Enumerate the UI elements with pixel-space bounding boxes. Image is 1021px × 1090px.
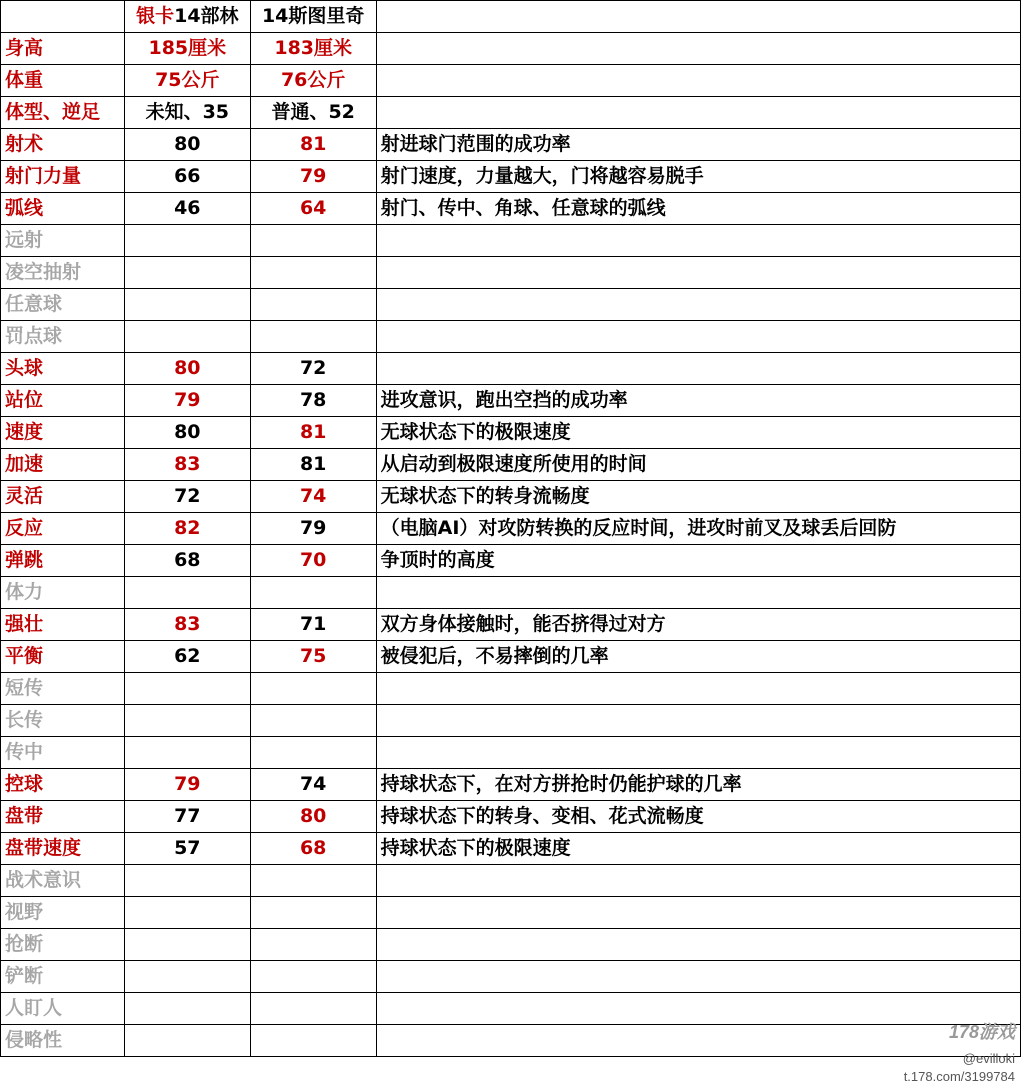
- player1-value: [124, 289, 250, 321]
- player2-value: [250, 929, 376, 961]
- player1-value: 46: [124, 193, 250, 225]
- attribute-label: 站位: [1, 385, 125, 417]
- attribute-row: [1, 513, 1021, 545]
- player1-value: 未知、35: [124, 97, 250, 129]
- attribute-row: [1, 769, 1021, 801]
- player1-value: [124, 737, 250, 769]
- player2-value: 72: [250, 353, 376, 385]
- attribute-description: [376, 97, 1020, 129]
- player1-value: 68: [124, 545, 250, 577]
- player1-value: [124, 897, 250, 929]
- attribute-label: 凌空抽射: [1, 257, 125, 289]
- attribute-label: 体型、逆足: [1, 97, 125, 129]
- attribute-description: [376, 929, 1020, 961]
- player2-value: 70: [250, 545, 376, 577]
- player1-value: [124, 961, 250, 993]
- player1-value: 79: [124, 385, 250, 417]
- player2-value: 80: [250, 801, 376, 833]
- player1-value: 82: [124, 513, 250, 545]
- player2-value: 81: [250, 449, 376, 481]
- attribute-label: 射门力量: [1, 161, 125, 193]
- watermark-user: @evilloki: [962, 1051, 1015, 1066]
- player2-value: 74: [250, 769, 376, 801]
- player2-value: [250, 257, 376, 289]
- attribute-label: 盘带: [1, 801, 125, 833]
- attribute-label: 弧线: [1, 193, 125, 225]
- attribute-label: 传中: [1, 737, 125, 769]
- player2-value: [250, 1025, 376, 1057]
- player2-value: [250, 865, 376, 897]
- attribute-row: [1, 865, 1021, 897]
- attribute-row: [1, 737, 1021, 769]
- attribute-row: [1, 545, 1021, 577]
- attribute-description: 无球状态下的转身流畅度: [376, 481, 1020, 513]
- player1-value: 79: [124, 769, 250, 801]
- player2-value: [250, 897, 376, 929]
- attribute-description: [376, 65, 1020, 97]
- player2-value: 79: [250, 513, 376, 545]
- attribute-row: [1, 833, 1021, 865]
- attribute-label: 身高: [1, 33, 125, 65]
- player2-value: [250, 993, 376, 1025]
- attribute-row: [1, 929, 1021, 961]
- player1-value: 66: [124, 161, 250, 193]
- attribute-label: 弹跳: [1, 545, 125, 577]
- attribute-description: [376, 1025, 1020, 1057]
- attribute-row: [1, 33, 1021, 65]
- player1-value: 80: [124, 129, 250, 161]
- player2-value: 普通、52: [250, 97, 376, 129]
- player2-value: 74: [250, 481, 376, 513]
- attribute-label: 短传: [1, 673, 125, 705]
- attribute-row: [1, 1025, 1021, 1057]
- attribute-description: 无球状态下的极限速度: [376, 417, 1020, 449]
- attribute-label: 体重: [1, 65, 125, 97]
- attribute-description: 射门、传中、角球、任意球的弧线: [376, 193, 1020, 225]
- attribute-description: [376, 577, 1020, 609]
- player2-value: [250, 321, 376, 353]
- header-desc-cell: [376, 1, 1020, 33]
- attribute-row: [1, 897, 1021, 929]
- attribute-row: [1, 353, 1021, 385]
- player1-value: [124, 321, 250, 353]
- player2-value: 78: [250, 385, 376, 417]
- attribute-row: [1, 129, 1021, 161]
- player2-value: [250, 289, 376, 321]
- attribute-label: 人盯人: [1, 993, 125, 1025]
- player2-value: [250, 673, 376, 705]
- player2-value: 75: [250, 641, 376, 673]
- attribute-label: 远射: [1, 225, 125, 257]
- attribute-row: [1, 993, 1021, 1025]
- player2-value: 71: [250, 609, 376, 641]
- header-row: [1, 1, 1021, 33]
- attribute-row: [1, 225, 1021, 257]
- attribute-label: 长传: [1, 705, 125, 737]
- player1-value: [124, 257, 250, 289]
- attribute-description: [376, 257, 1020, 289]
- player2-header: 14斯图里奇: [250, 1, 376, 33]
- attribute-description: 被侵犯后，不易摔倒的几率: [376, 641, 1020, 673]
- attribute-description: [376, 897, 1020, 929]
- player2-value: [250, 737, 376, 769]
- player1-header: [124, 1, 250, 33]
- player1-value: 72: [124, 481, 250, 513]
- attribute-row: [1, 961, 1021, 993]
- player2-value: [250, 961, 376, 993]
- attribute-description: [376, 961, 1020, 993]
- attribute-label: 射术: [1, 129, 125, 161]
- attribute-description: 持球状态下的转身、变相、花式流畅度: [376, 801, 1020, 833]
- attribute-description: [376, 993, 1020, 1025]
- attribute-description: 射门速度，力量越大，门将越容易脱手: [376, 161, 1020, 193]
- player2-value: 183厘米: [250, 33, 376, 65]
- attribute-row: [1, 257, 1021, 289]
- attribute-row: [1, 641, 1021, 673]
- player1-value: 62: [124, 641, 250, 673]
- attribute-row: [1, 193, 1021, 225]
- attribute-row: [1, 577, 1021, 609]
- player2-value: 79: [250, 161, 376, 193]
- player2-value: 64: [250, 193, 376, 225]
- attribute-label: 任意球: [1, 289, 125, 321]
- player1-value: [124, 993, 250, 1025]
- attribute-description: [376, 321, 1020, 353]
- attribute-row: [1, 385, 1021, 417]
- player1-value: [124, 225, 250, 257]
- player1-value: [124, 673, 250, 705]
- attribute-description: 射进球门范围的成功率: [376, 129, 1020, 161]
- attribute-description: [376, 225, 1020, 257]
- attribute-row: [1, 609, 1021, 641]
- player1-value: [124, 865, 250, 897]
- attribute-label: 强壮: [1, 609, 125, 641]
- player1-value: 77: [124, 801, 250, 833]
- attribute-label: 盘带速度: [1, 833, 125, 865]
- attribute-description: [376, 33, 1020, 65]
- player1-value: 80: [124, 353, 250, 385]
- attribute-label: 平衡: [1, 641, 125, 673]
- player1-prefix: 银卡: [136, 5, 175, 27]
- attribute-label: 抢断: [1, 929, 125, 961]
- attribute-row: [1, 161, 1021, 193]
- player2-value: 81: [250, 129, 376, 161]
- player1-value: 83: [124, 449, 250, 481]
- player2-value: 81: [250, 417, 376, 449]
- player1-value: [124, 705, 250, 737]
- attribute-label: 铲断: [1, 961, 125, 993]
- player2-value: [250, 705, 376, 737]
- player1-value: 185厘米: [124, 33, 250, 65]
- player1-value: [124, 929, 250, 961]
- attribute-label: 加速: [1, 449, 125, 481]
- header-empty-cell: [1, 1, 125, 33]
- attribute-description: [376, 865, 1020, 897]
- attribute-row: [1, 705, 1021, 737]
- attribute-row: [1, 321, 1021, 353]
- player2-value: [250, 577, 376, 609]
- player2-value: 76公斤: [250, 65, 376, 97]
- attribute-label: 控球: [1, 769, 125, 801]
- attribute-label: 体力: [1, 577, 125, 609]
- player1-value: 57: [124, 833, 250, 865]
- attribute-label: 侵略性: [1, 1025, 125, 1057]
- attribute-row: [1, 97, 1021, 129]
- attribute-description: [376, 289, 1020, 321]
- attribute-description: 争顶时的高度: [376, 545, 1020, 577]
- attribute-row: [1, 417, 1021, 449]
- attribute-description: 持球状态下的极限速度: [376, 833, 1020, 865]
- attribute-description: （电脑AI）对攻防转换的反应时间，进攻时前叉及球丢后回防: [376, 513, 1020, 545]
- attribute-row: [1, 289, 1021, 321]
- attribute-label: 灵活: [1, 481, 125, 513]
- attribute-description: [376, 737, 1020, 769]
- watermark-url: t.178.com/3199784: [903, 1069, 1015, 1084]
- player2-value: 68: [250, 833, 376, 865]
- player1-value: [124, 1025, 250, 1057]
- attribute-label: 头球: [1, 353, 125, 385]
- attribute-description: 双方身体接触时，能否挤得过对方: [376, 609, 1020, 641]
- player1-name: 14部林: [174, 5, 239, 27]
- attribute-description: [376, 673, 1020, 705]
- attribute-label: 视野: [1, 897, 125, 929]
- watermark-logo: 178游戏: [948, 1022, 1015, 1042]
- player1-value: 80: [124, 417, 250, 449]
- attribute-row: [1, 801, 1021, 833]
- attribute-description: [376, 705, 1020, 737]
- attribute-label: 反应: [1, 513, 125, 545]
- attribute-label: 速度: [1, 417, 125, 449]
- attribute-description: 进攻意识，跑出空挡的成功率: [376, 385, 1020, 417]
- player1-value: 75公斤: [124, 65, 250, 97]
- attribute-row: [1, 481, 1021, 513]
- attribute-description: 持球状态下，在对方拼抢时仍能护球的几率: [376, 769, 1020, 801]
- attribute-row: [1, 65, 1021, 97]
- player1-value: 83: [124, 609, 250, 641]
- player1-value: [124, 577, 250, 609]
- attribute-row: [1, 673, 1021, 705]
- attribute-description: [376, 353, 1020, 385]
- attribute-description: 从启动到极限速度所使用的时间: [376, 449, 1020, 481]
- attribute-label: 罚点球: [1, 321, 125, 353]
- attribute-row: [1, 449, 1021, 481]
- player2-value: [250, 225, 376, 257]
- attribute-label: 战术意识: [1, 865, 125, 897]
